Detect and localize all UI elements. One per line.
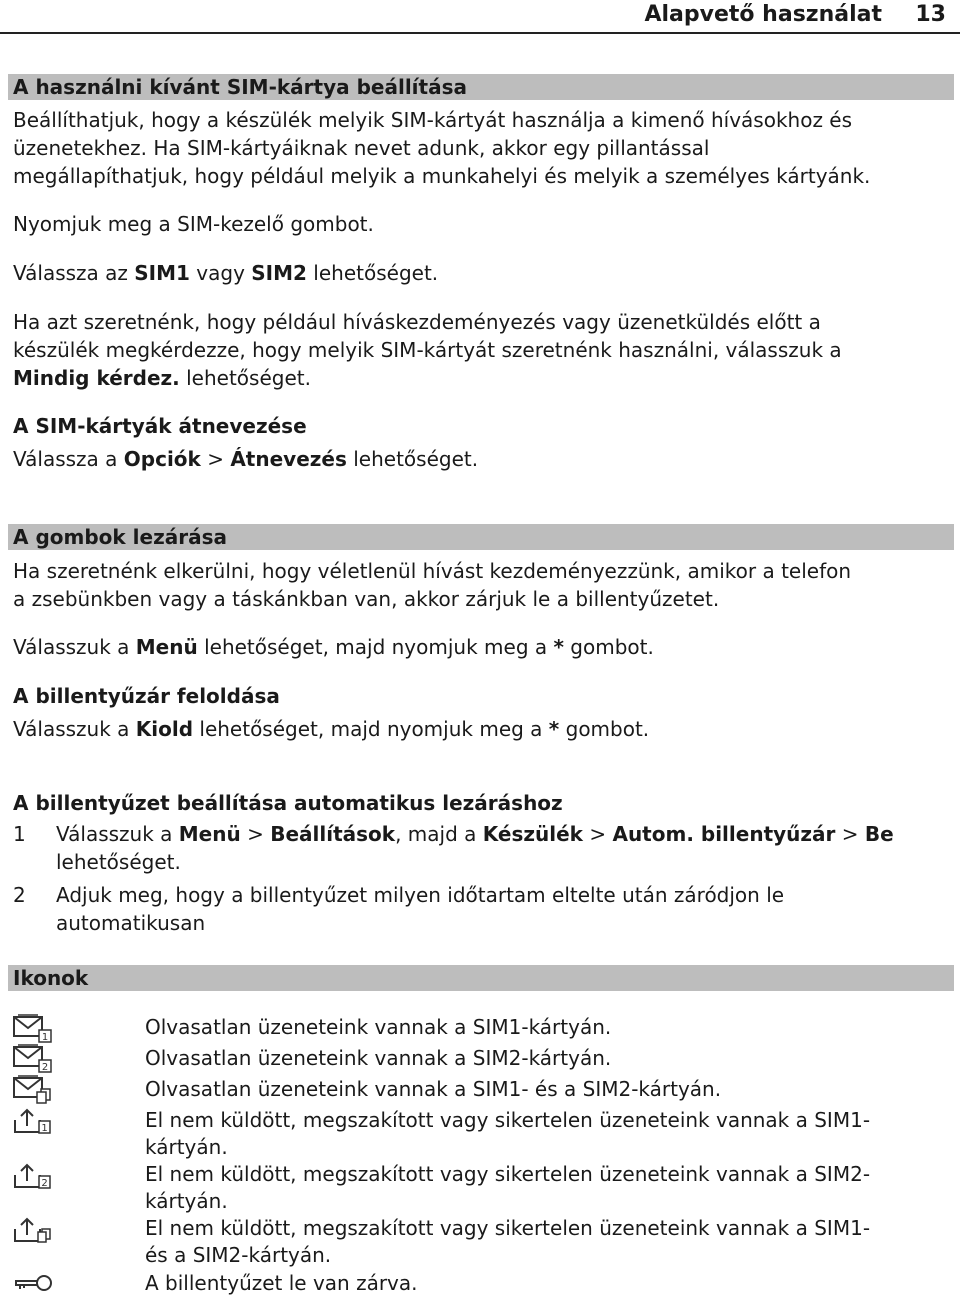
icon-desc-7: A billentyűzet le van zárva. [145, 1271, 418, 1295]
always-ask-option: Mindig kérdez. [13, 366, 180, 390]
step-1-line-1: Válasszuk a Menü > Beállítások, majd a Készülék > Autom. billentyűzár > Be [56, 822, 894, 846]
always-ask-line-3: Mindig kérdez. lehetőséget. [13, 366, 311, 390]
icon-desc-4-line-1: El nem küldött, megszakított vagy sikertelen üzeneteink vannak a SIM1- [145, 1108, 871, 1132]
step-1-line-2: lehetőséget. [56, 850, 181, 874]
unread-message-both-sims-icon [12, 1074, 52, 1104]
sim-manager-instruction: Nyomjuk meg a SIM-kezelő gombot. [13, 212, 374, 236]
always-ask-line-1: Ha azt szeretnénk, hogy például híváskezdeményezés vagy üzenetküldés előtt a [13, 310, 821, 334]
outbox-sim1-icon [12, 1106, 52, 1136]
svg-text:1: 1 [41, 1123, 48, 1134]
always-ask-line-2: készülék megkérdezze, hogy melyik SIM-kártyát szeretnénk használni, válasszuk a [13, 338, 842, 362]
section-heading-bar [8, 74, 954, 100]
sim1-option: SIM1 [134, 261, 190, 285]
rename-subheading: A SIM-kártyák átnevezése [13, 414, 307, 438]
keypad-locked-icon [12, 1268, 52, 1298]
icon-desc-6-line-2: és a SIM2-kártyán. [145, 1243, 332, 1267]
icons-section-heading: Ikonok [13, 966, 89, 990]
unread-message-sim1-icon [12, 1013, 52, 1043]
icon-desc-3: Olvasatlan üzeneteink vannak a SIM1- és a SIM2-kártyán. [145, 1077, 722, 1101]
unlock-option: Kiold [135, 717, 194, 741]
rename-instruction: Válassza a Opciók > Átnevezés lehetőséget. [13, 447, 479, 471]
outbox-both-sims-icon [12, 1215, 52, 1245]
rename-option: Átnevezés [230, 447, 347, 471]
options-menu: Opciók [123, 447, 201, 471]
sim-intro-line-2: üzenetekhez. Ha SIM-kártyáiknak nevet adunk, akkor egy pillantással [13, 136, 710, 160]
icon-desc-1: Olvasatlan üzeneteink vannak a SIM1-kártyán. [145, 1015, 612, 1039]
icon-desc-5-line-1: El nem küldött, megszakított vagy sikertelen üzeneteink vannak a SIM2- [145, 1162, 871, 1186]
keylock-intro-line-2: a zsebünkben vagy a táskánkban van, akkor zárjuk le a billentyűzetet. [13, 587, 720, 611]
sim-intro-line-3: megállapíthatjuk, hogy például melyik a munkahelyi és melyik a személyes kártyánk. [13, 164, 871, 188]
svg-text:1: 1 [41, 1032, 49, 1043]
svg-text:2: 2 [41, 1178, 48, 1189]
sim-section-heading: A használni kívánt SIM-kártya beállítása [13, 75, 467, 99]
step-2-line-1: Adjuk meg, hogy a billentyűzet milyen időtartam eltelte után záródjon le [56, 883, 785, 907]
unlock-subheading: A billentyűzár feloldása [13, 684, 280, 708]
star-key: * [548, 717, 560, 741]
keylock-section-heading: A gombok lezárása [13, 525, 227, 549]
section-heading-bar [8, 965, 954, 991]
page-header [0, 0, 960, 34]
page-number: 13 [915, 2, 946, 27]
step-number-2: 2 [13, 883, 26, 907]
keylock-intro-line-1: Ha szeretnénk elkerülni, hogy véletlenül hívást kezdeményezzünk, amikor a telefon [13, 559, 852, 583]
sim-select-instruction: Válassza az SIM1 vagy SIM2 lehetőséget. [13, 261, 439, 285]
unlock-instruction: Válasszuk a Kiold lehetőséget, majd nyomjuk meg a * gombot. [13, 717, 650, 741]
icon-desc-2: Olvasatlan üzeneteink vannak a SIM2-kártyán. [145, 1046, 612, 1070]
lock-instruction: Válasszuk a Menü lehetőséget, majd nyomjuk meg a * gombot. [13, 635, 654, 659]
sim-intro-line-1: Beállíthatjuk, hogy a készülék melyik SIM-kártyát használja a kimenő hívásokhoz és [13, 108, 853, 132]
unread-message-sim2-icon [12, 1043, 52, 1073]
star-key: * [553, 635, 564, 659]
autolock-subheading: A billentyűzet beállítása automatikus lezáráshoz [13, 791, 563, 815]
icon-desc-5-line-2: kártyán. [145, 1189, 228, 1213]
outbox-sim2-icon [12, 1161, 52, 1191]
section-heading-bar [8, 524, 954, 550]
chapter-title: Alapvető használat [644, 2, 882, 27]
icon-desc-4-line-2: kártyán. [145, 1135, 228, 1159]
step-number-1: 1 [13, 822, 26, 846]
menu-option: Menü [135, 635, 198, 659]
sim2-option: SIM2 [251, 261, 307, 285]
icon-desc-6-line-1: El nem küldött, megszakított vagy sikertelen üzeneteink vannak a SIM1- [145, 1216, 871, 1240]
step-2-line-2: automatikusan [56, 911, 206, 935]
svg-text:2: 2 [41, 1062, 49, 1073]
